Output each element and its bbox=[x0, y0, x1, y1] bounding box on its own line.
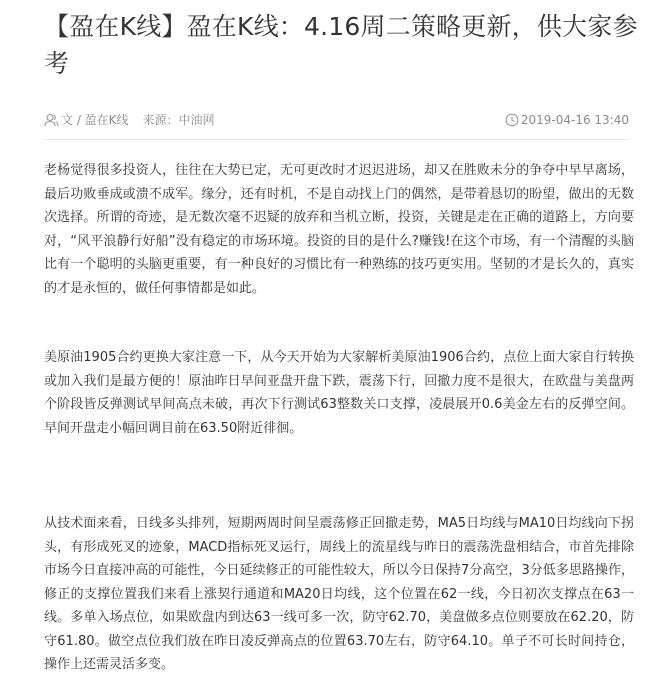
article-meta bbox=[44, 110, 629, 130]
publish-datetime: 2019-04-16 13:40 bbox=[520, 113, 629, 127]
paragraph-market-review: 美原油1905合约更换大家注意一下，从今天开始为大家解析美原油1906合约，点位上面大家自行转换或加入我们是最方便的！原油昨日早间亚盘开盘下跌，震荡下行，回撤力度不是很大，在欧盘与美盘两个阶段皆反弹测试早间高点未破，再次下行测试63整数关口支撑，凌晨展开0.6美金左右的反弹空间。早间开盘走小幅回调目前在63.50附近徘徊。 bbox=[44, 350, 634, 436]
user-icon bbox=[44, 113, 59, 133]
meta-left bbox=[44, 110, 215, 133]
meta-right bbox=[505, 110, 629, 133]
author-text: 文 / 盈在K线 bbox=[61, 113, 129, 127]
clock-icon bbox=[505, 113, 519, 133]
source-text: 来源：中油网 bbox=[142, 113, 215, 127]
meta-divider bbox=[44, 139, 629, 140]
article-title: 【盈在K线】盈在K线：4.16周二策略更新，供大家参考 bbox=[44, 12, 638, 78]
paragraph-intro: 老杨觉得很多投资人，往往在大势已定，无可更改时才迟迟进场，却又在胜败未分的争夺中早早离场，最后功败垂成或溃不成军。缘分，还有时机，不是自动找上门的偶然，是带着恳切的盼望，做出的无数次选择。所谓的奇迹，是无数次毫不迟疑的放弃和当机立断，投资，关键是走在正确的道路上，方向要对，“风平浪静行好船”没有稳定的市场环境。投资的目的是什么?赚钱!在这个市场，有一个清醒的头脑比有一个聪明的头脑更重要，有一种良好的习惯比有一种熟练的技巧更实用。坚韧的才是长久的，真实的才是永恒的，做任何事情都是如此。 bbox=[44, 163, 634, 296]
paragraph-technical-analysis: 从技术面来看，日线多头排列，短期两周时间呈震荡修正回撤走势，MA5日均线与MA10日均线向下拐头，有形成死叉的迹象，MACD指标死叉运行，周线上的流星线与昨日的震荡洗盘相结合，市首先排除市场今日直接冲高的可能性，今日延续修正的可能性较大，所以今日保持7分高空，3分低多思路操作，修正的支撑位置我们来看上涨契行通道和MA20日均线，这个位置在62一线，今日初次支撑点在63一线。多单入场点位，如果欧盘内到达63一线可多一次，防守62.70，美盘做多点位则要放在62.20，防守61.80。做空点位我们放在昨日凌反弹高点的位置63.70左右，防守64.10。单子不可长时间持仓，操作上还需灵活多变。 bbox=[44, 516, 634, 672]
